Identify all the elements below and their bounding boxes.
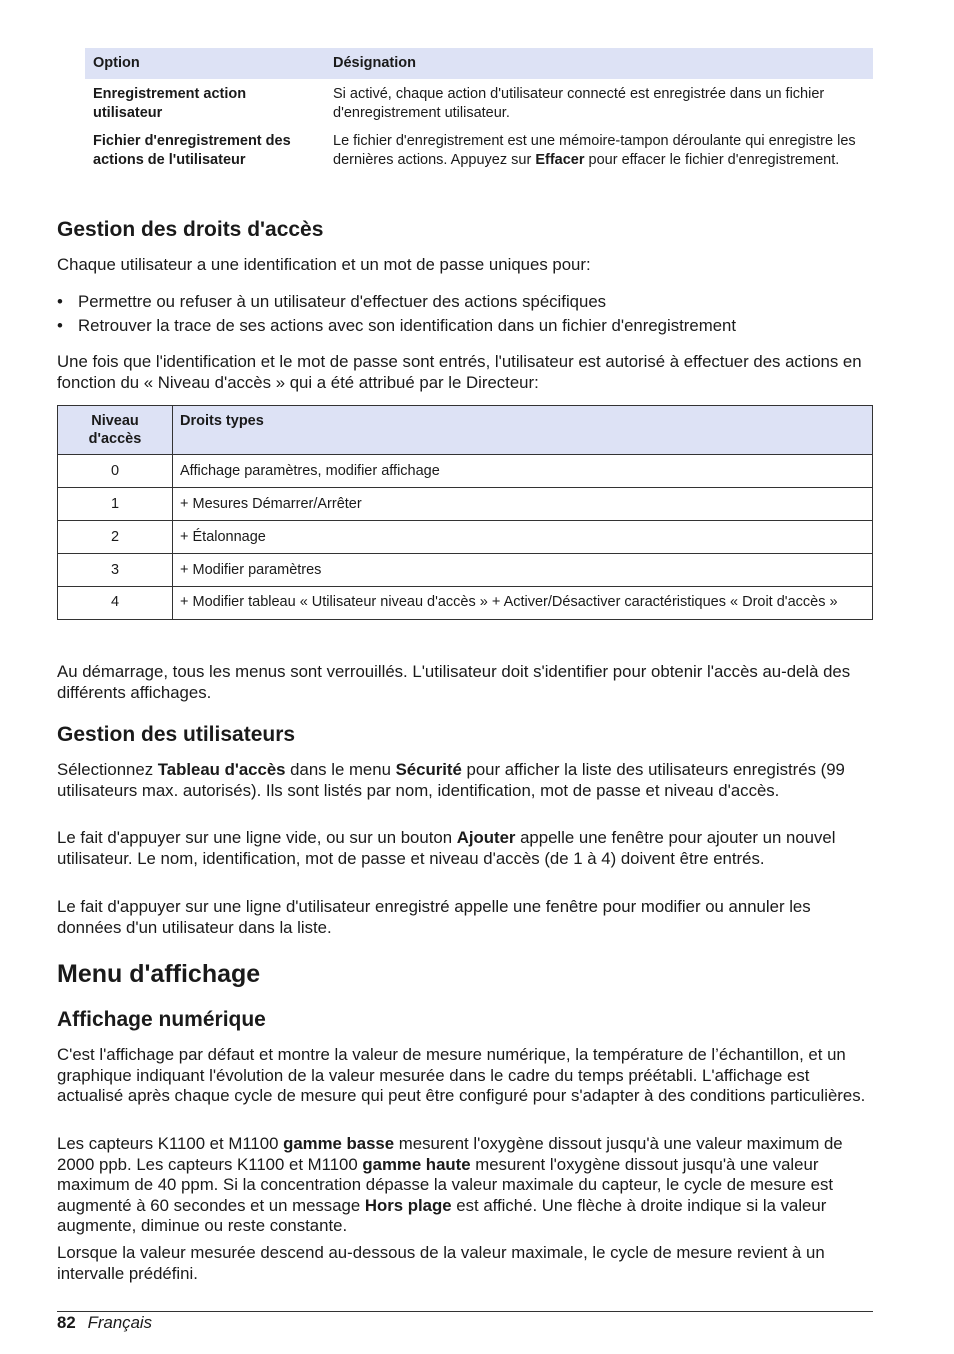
access-paragraph: Une fois que l'identification et le mot de passe sont entrés, l'utilisateur est autorisé à effectuer des actions en fonction du « Niveau d'accès » qui a été attribué par le Directeur: bbox=[57, 352, 862, 392]
table-row bbox=[85, 79, 873, 126]
table-row bbox=[85, 126, 873, 173]
users-paragraph-1: Sélectionnez Tableau d'accès dans le menu Sécurité pour afficher la liste des utilisateurs enregistrés (99 utilisateurs max. autorisés). Ils sont listés par nom, identification, mot de passe et niveau d'accès. bbox=[57, 760, 845, 800]
page-footer bbox=[57, 1313, 152, 1333]
users-paragraph-2: Le fait d'appuyer sur une ligne vide, ou sur un bouton Ajouter appelle une fenêtre pour ajouter un nouvel utilisateur. Le nom, identification, mot de passe et niveau d'accès (de 1 à 4) doivent être entrés. bbox=[57, 828, 836, 868]
table-row: 0 Affichage paramètres, modifier affichage bbox=[58, 455, 873, 488]
access-intro: Chaque utilisateur a une identification et un mot de passe uniques pour: bbox=[57, 255, 591, 274]
table-row: 1 + Mesures Démarrer/Arrêter bbox=[58, 488, 873, 521]
display-paragraph-1: C'est l'affichage par défaut et montre la valeur de mesure numérique, la température de l’échantillon, et un graphique indiquant l'évolution de la valeur mesurée dans le cadre du temps préétabli. L'affichage est actualisé après chaque cycle de mesure qui peut être configuré pour s'adapter à des conditions particulières. bbox=[57, 1045, 866, 1105]
table-row: 4 + Modifier tableau « Utilisateur niveau d'accès » + Activer/Désactiver caractéristiques « Droit d'accès » bbox=[58, 587, 873, 620]
access-level-table bbox=[57, 405, 873, 620]
section-heading-users: Gestion des utilisateurs bbox=[57, 723, 296, 746]
display-paragraph-3: Lorsque la valeur mesurée descend au-dessous de la valeur maximale, le cycle de mesure revient à un intervalle prédéfini. bbox=[57, 1243, 825, 1283]
designation-cell: Le fichier d'enregistrement est une mémoire-tampon déroulante qui enregistre les dernières actions. Appuyez sur Effacer pour effacer le fichier d'enregistrement. bbox=[333, 133, 856, 168]
subsection-heading-numeric: Affichage numérique bbox=[57, 1008, 266, 1031]
footer-language: Français bbox=[87, 1313, 153, 1332]
display-paragraph-2: Les capteurs K1100 et M1100 gamme basse mesurent l'oxygène dissout jusqu'à une valeur maximum de 2000 ppb. Les capteurs K1100 et M1100 gamme haute mesurent l'oxygène dissout jusqu'à une valeur maximum de 40 ppm. Si la concentration dépasse la valeur maximale du capteur, le cycle de mesure est augmenté à 60 secondes et un message Hors plage est affiché. Une flèche à droite indique si la valeur augmente, diminue ou reste constante. bbox=[57, 1134, 843, 1235]
page-number: 82 bbox=[57, 1313, 76, 1332]
option-cell: Fichier d'enregistrement des actions de l'utilisateur bbox=[93, 133, 291, 168]
table-row: 3 + Modifier paramètres bbox=[58, 554, 873, 587]
users-paragraph-3: Le fait d'appuyer sur une ligne d'utilisateur enregistré appelle une fenêtre pour modifier ou annuler les données d'un utilisateur dans la liste. bbox=[57, 897, 811, 937]
option-table bbox=[85, 48, 873, 173]
option-cell: Enregistrement action utilisateur bbox=[93, 86, 247, 121]
level-header: Niveau d'accès bbox=[58, 406, 173, 455]
table-row: 2 + Étalonnage bbox=[58, 521, 873, 554]
option-header: Option bbox=[85, 48, 325, 79]
designation-cell: Si activé, chaque action d'utilisateur connecté est enregistrée dans un fichier d'enregistrement utilisateur. bbox=[333, 86, 825, 121]
footer-divider bbox=[57, 1311, 873, 1312]
section-heading-access: Gestion des droits d'accès bbox=[57, 218, 324, 241]
rights-header: Droits types bbox=[173, 406, 873, 455]
access-after-paragraph: Au démarrage, tous les menus sont verrouillés. L'utilisateur doit s'identifier pour obtenir l'accès au-delà des différents affichages. bbox=[57, 662, 851, 702]
designation-header: Désignation bbox=[325, 48, 873, 79]
section-heading-display: Menu d'affichage bbox=[57, 960, 261, 988]
